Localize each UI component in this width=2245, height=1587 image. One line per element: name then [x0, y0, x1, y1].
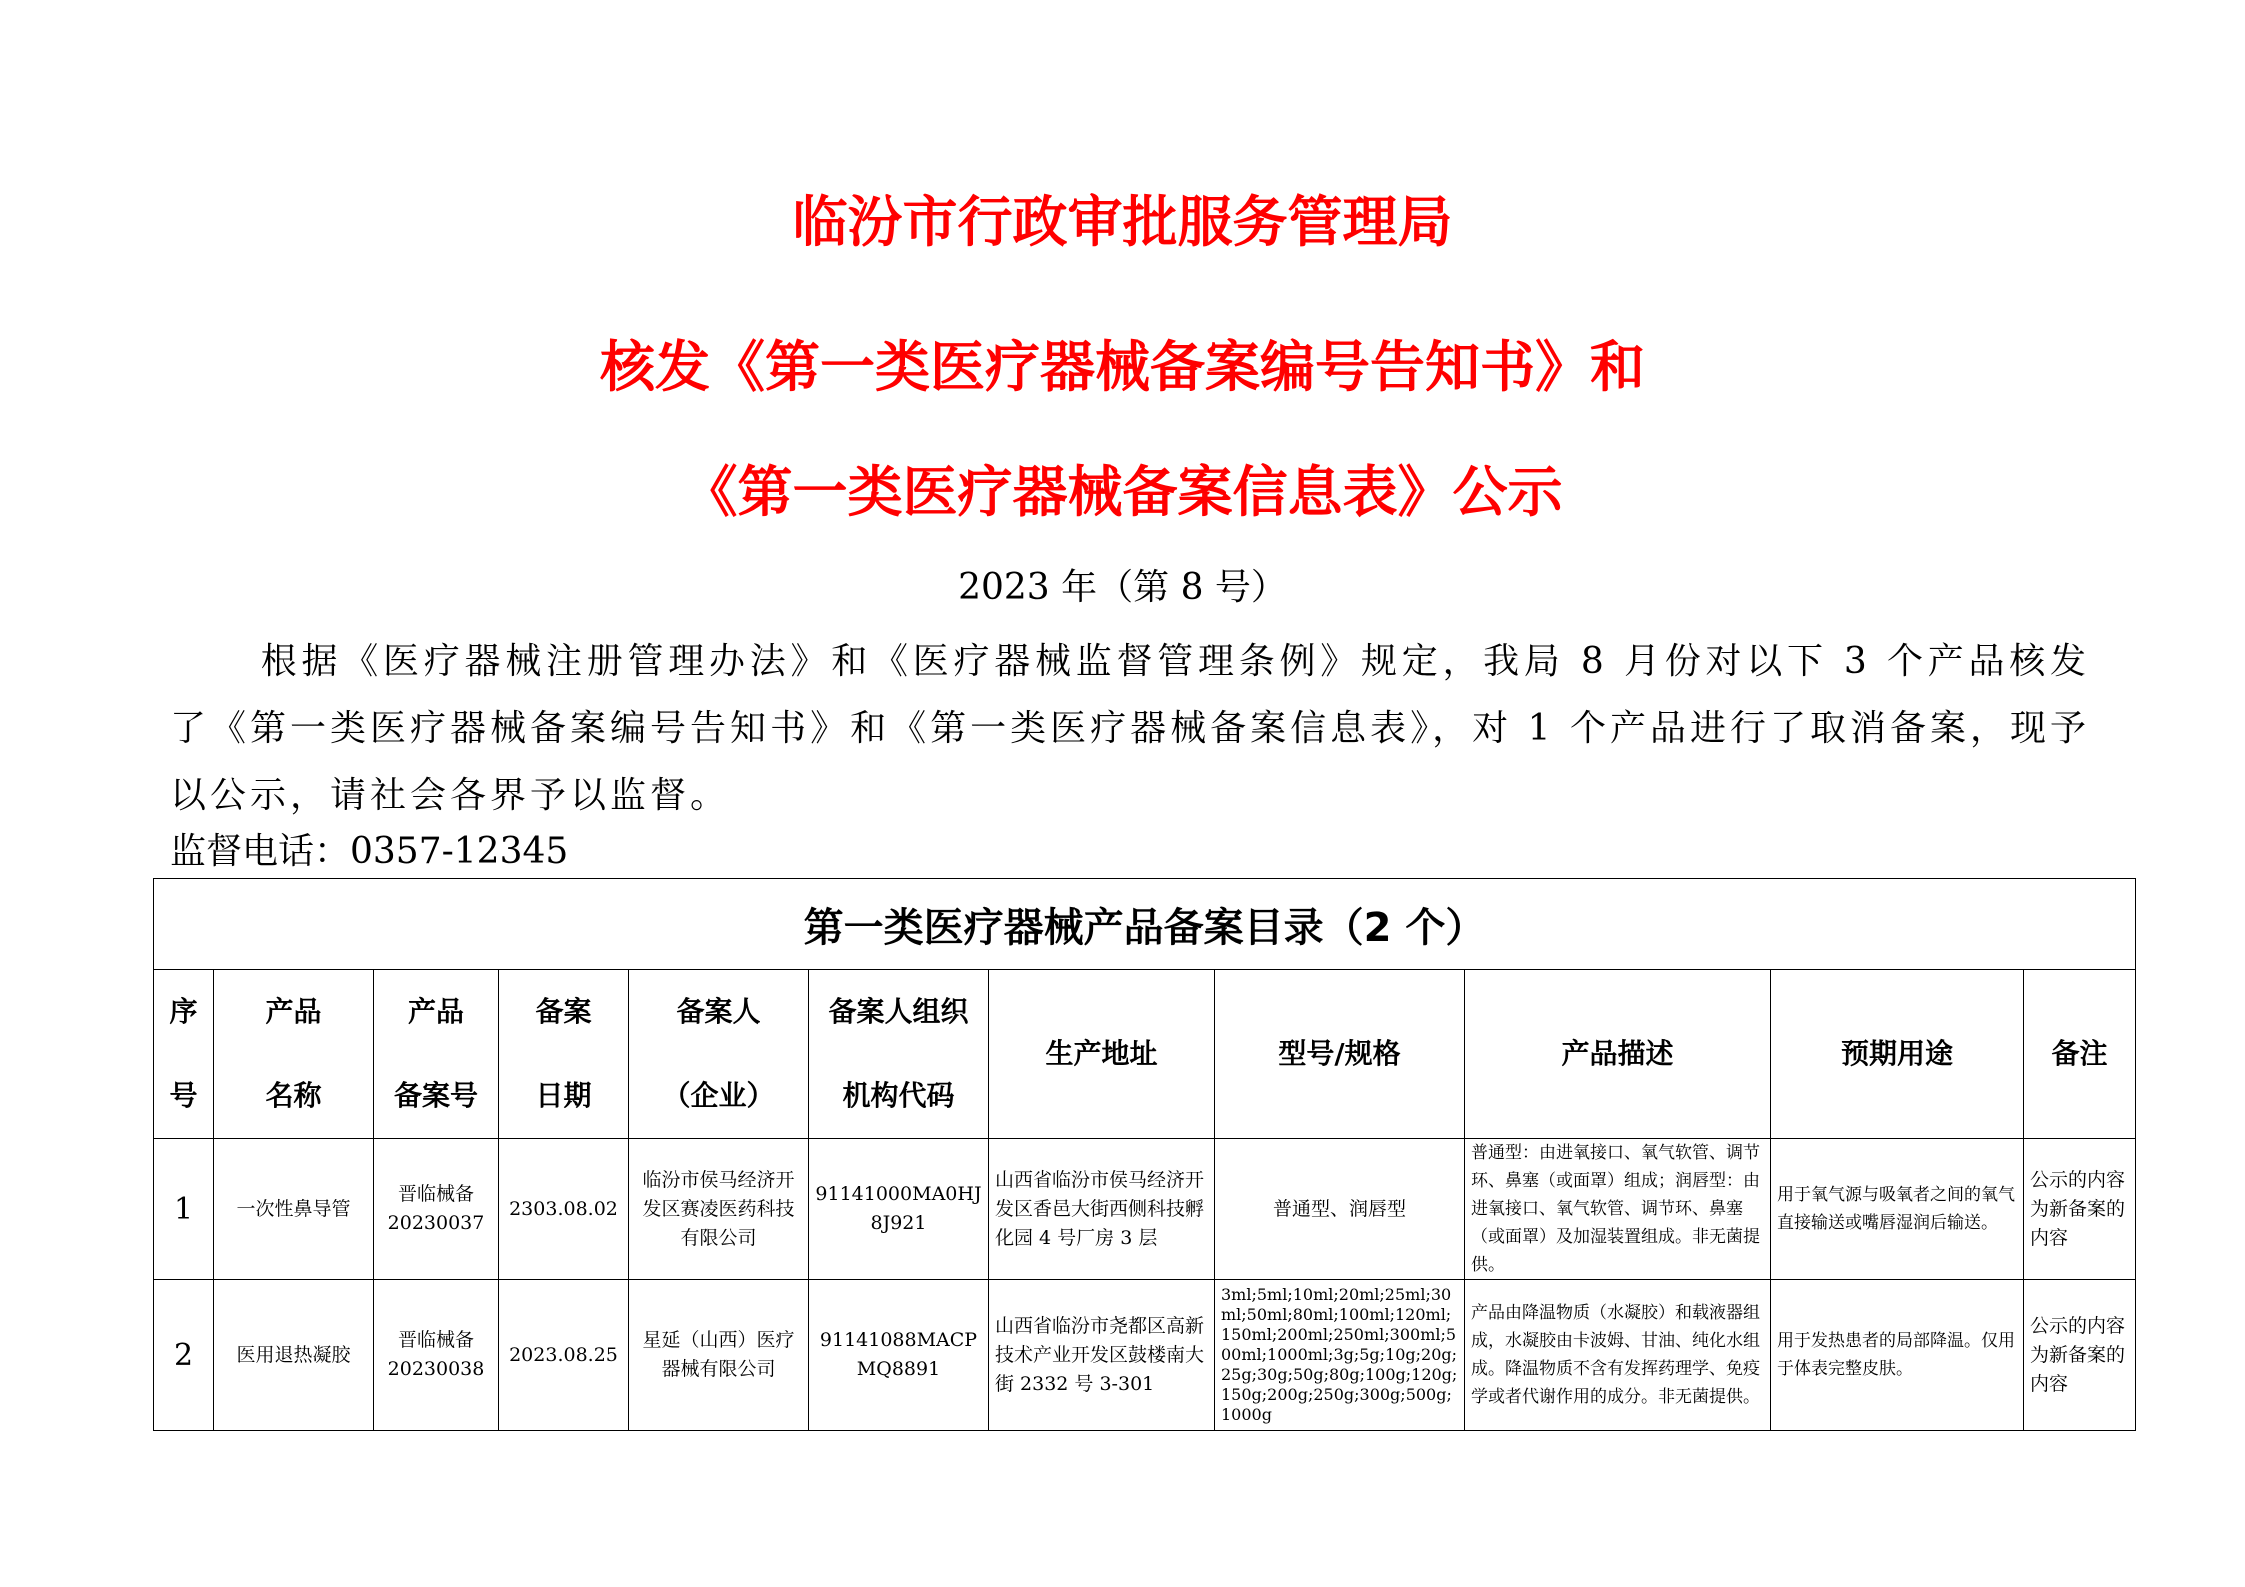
table-row — [154, 1280, 2136, 1431]
header-org-code: 备案人组织 机构代码 — [809, 970, 989, 1139]
row-record-no: 晋临械备20230037 — [374, 1139, 499, 1280]
row-remark: 公示的内容为新备案的内容 — [2024, 1139, 2136, 1280]
issue-number: 2023 年（第 8 号） — [958, 567, 1287, 608]
row-spec: 3ml;5ml;10ml;20ml;25ml;30ml;50ml;80ml;100ml;120ml;150ml;200ml;250ml;300ml;500ml;1000ml;3g;5g;10g;20g;25g;30g;50g;80g;100g;120g;150g;200g;250g;300g;500g;1000g — [1215, 1280, 1465, 1431]
row-remark: 公示的内容为新备案的内容 — [2024, 1280, 2136, 1431]
row-intended-use: 用于氧气源与吸氧者之间的氧气直接输送或嘴唇湿润后输送。 — [1771, 1139, 2024, 1280]
table-header-row — [154, 970, 2136, 1139]
header-description: 产品描述 — [1465, 970, 1771, 1139]
row-spec: 普通型、润唇型 — [1215, 1139, 1465, 1280]
row-registrant: 星延（山西）医疗器械有限公司 — [629, 1280, 809, 1431]
header-record-date: 备案 日期 — [499, 970, 629, 1139]
row-description: 普通型：由进氧接口、氧气软管、调节环、鼻塞（或面罩）组成；润唇型：由进氧接口、氧气软管、调节环、鼻塞（或面罩）及加湿装置组成。非无菌提供。 — [1465, 1139, 1771, 1280]
header-registrant: 备案人 （企业） — [629, 970, 809, 1139]
row-org-code: 91141000MA0HJ8J921 — [809, 1139, 989, 1280]
row-description: 产品由降温物质（水凝胶）和载液器组成，水凝胶由卡波姆、甘油、纯化水组成。降温物质不含有发挥药理学、免疫学或者代谢作用的成分。非无菌提供。 — [1465, 1280, 1771, 1431]
row-product-name: 一次性鼻导管 — [214, 1139, 374, 1280]
header-spec: 型号/规格 — [1215, 970, 1465, 1139]
row-record-no: 晋临械备20230038 — [374, 1280, 499, 1431]
header-remark: 备注 — [2024, 970, 2136, 1139]
header-no: 序 号 — [154, 970, 214, 1139]
header-address: 生产地址 — [989, 970, 1215, 1139]
filing-table — [153, 878, 2136, 1431]
row-registrant: 临汾市侯马经济开发区赛凌医药科技有限公司 — [629, 1139, 809, 1280]
header-record-no: 产品 备案号 — [374, 970, 499, 1139]
row-no: 2 — [154, 1280, 214, 1431]
announcement-paragraph — [170, 628, 2090, 829]
announcement-text: 根据《医疗器械注册管理办法》和《医疗器械监督管理条例》规定，我局 8 月份对以下 3 个产品核发了《第一类医疗器械备案编号告知书》和《第一类医疗器械备案信息表》，对 1 个产品进行了取消备案，现予以公示，请社会各界予以监督。 — [170, 641, 2090, 816]
title-line-1: 临汾市行政审批服务管理局 — [792, 190, 1453, 254]
header-product-name: 产品 名称 — [214, 970, 374, 1139]
row-product-name: 医用退热凝胶 — [214, 1280, 374, 1431]
table-caption: 第一类医疗器械产品备案目录（2 个） — [154, 879, 2136, 970]
supervision-phone: 监督电话：0357-12345 — [170, 831, 569, 872]
row-org-code: 91141088MACPMQ8891 — [809, 1280, 989, 1431]
header-intended-use: 预期用途 — [1771, 970, 2024, 1139]
row-address: 山西省临汾市尧都区高新技术产业开发区鼓楼南大街 2332 号 3-301 — [989, 1280, 1215, 1431]
row-no: 1 — [154, 1139, 214, 1280]
row-address: 山西省临汾市侯马经济开发区香邑大街西侧科技孵化园 4 号厂房 3 层 — [989, 1139, 1215, 1280]
row-intended-use: 用于发热患者的局部降温。仅用于体表完整皮肤。 — [1771, 1280, 2024, 1431]
title-line-2: 核发《第一类医疗器械备案编号告知书》和 — [599, 335, 1645, 399]
row-record-date: 2303.08.02 — [499, 1139, 629, 1280]
title-line-3: 《第一类医疗器械备案信息表》公示 — [682, 460, 1563, 524]
table-row — [154, 1139, 2136, 1280]
row-record-date: 2023.08.25 — [499, 1280, 629, 1431]
